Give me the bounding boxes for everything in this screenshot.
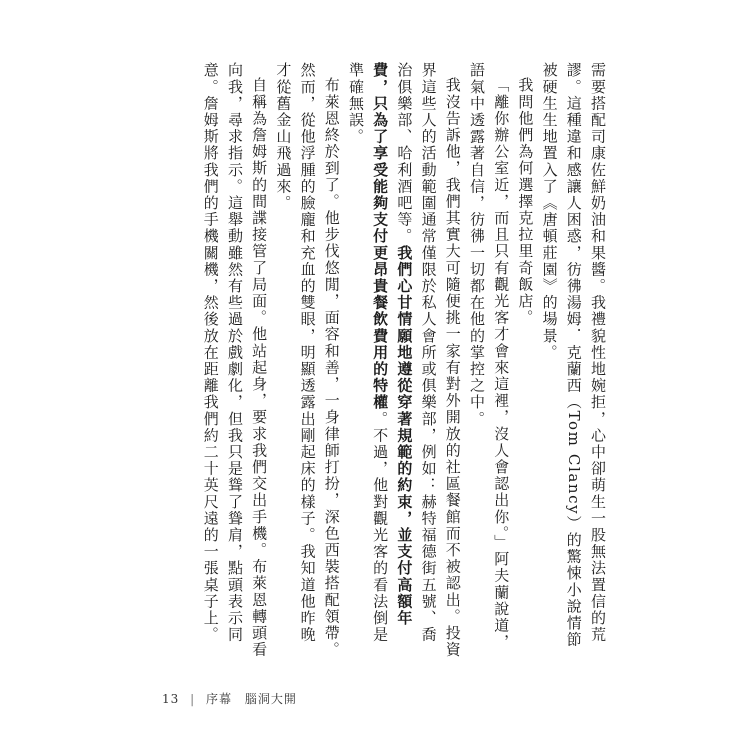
section-label: 序幕 [205, 692, 232, 706]
text-run: 。不過，他對觀光客的看法倒是準確無誤。 [346, 62, 390, 644]
body-text [162, 62, 610, 658]
text-run: 自稱為詹姆斯的間諜接管了局面。他站起身，要求我們交出手機。布萊恩轉頭看向我，尋求指示。這舉動雖然有些過於戲劇化，但我只是聳了聳肩，點頭表示同意。詹姆斯將我們的手機關機，然後放在距離我們約二十英尺遠的一張桌子上。 [201, 62, 269, 658]
paragraph [465, 62, 513, 658]
paragraph [537, 62, 610, 658]
text-run: 我問他們為何選擇克拉里奇飯店。 [516, 77, 535, 326]
paragraph [344, 62, 465, 658]
bold-text-run: 我們心甘情願地遵從穿著規範的約束，並支付高額年費，只為了享受能夠支付更昂貴餐飲費用的特權 [371, 62, 414, 627]
text-run: 需要搭配司康佐鮮奶油和果醬。我禮貌性地婉拒，心中卻萌生一股無法置信的荒謬。這種違和感讓人困惑，彷彿湯姆．克蘭西（Tom Clancy）的驚悚小說情節被硬生生地置入了《唐頓莊園》的場景。 [540, 62, 607, 649]
paragraph [513, 62, 537, 658]
text-run: 我沒告訴他，我們其實大可隨便挑一家有對外開放的社區餐館而不被認出。投資界這些人的活動範圍通常僅限於私人會所或俱樂部，例如：赫特福德街五號、喬治俱樂部、哈利酒吧等。 [395, 62, 462, 658]
paragraph [271, 62, 344, 658]
text-run: 「離你辦公室近，而且只有觀光客才會來這裡，沒人會認出你。」阿夫蘭說道，語氣中透露著自信，彷彿一切都在他的掌控之中。 [467, 62, 511, 651]
page-footer [162, 690, 297, 707]
text-run: 布萊恩終於到了。他步伐悠閒，面容和善，一身律師打扮，深色西裝搭配領帶。然而，從他浮腫的臉龐和充血的雙眼，明顯透露出剛起床的樣子。我知道他昨晚才從舊金山飛過來。 [274, 62, 341, 658]
page-number: 13 [162, 692, 180, 706]
footer-separator: | [190, 692, 196, 706]
chapter-title: 腦洞大開 [244, 692, 297, 706]
paragraph [199, 62, 272, 658]
